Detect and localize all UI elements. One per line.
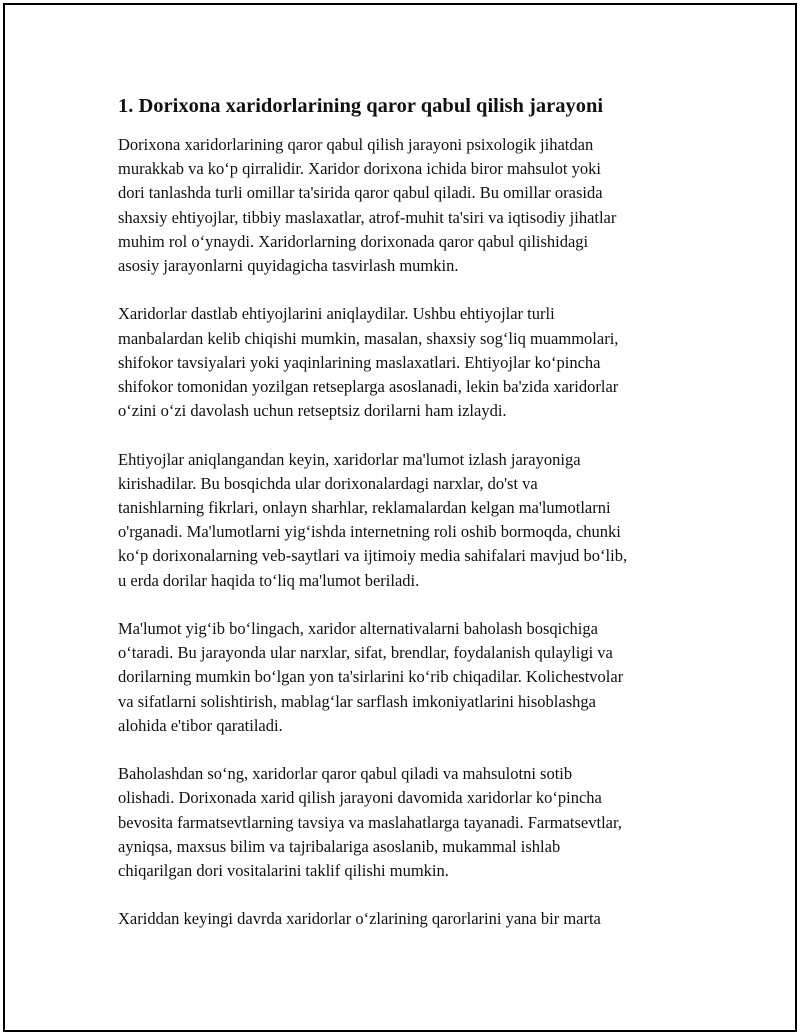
text-line: bevosita farmatsevtlarning tavsiya va maslahatlarga tayanadi. Farmatsevtlar, <box>118 812 622 832</box>
text-line: asosiy jarayonlarni quyidagicha tasvirlash mumkin. <box>118 256 459 276</box>
text-line: shifokor tomonidan yozilgan retseplarga asoslanadi, lekin ba'zida xaridorlar <box>118 377 619 397</box>
text-line: Baholashdan so‘ng, xaridorlar qaror qabul qiladi va mahsulotni sotib <box>118 764 573 784</box>
paragraph <box>118 907 688 931</box>
text-line: ko‘p dorixonalarning veb-saytlari va ijtimoiy media sahifalari mavjud bo‘lib, <box>118 546 628 566</box>
text-line: va sifatlarni solishtirish, mablag‘lar sarflash imkoniyatlarini hisoblashga <box>118 691 596 711</box>
text-line: murakkab va ko‘p qirralidir. Xaridor dorixona ichida biror mahsulot yoki <box>118 159 601 179</box>
text-line: alohida e'tibor qaratiladi. <box>118 715 283 735</box>
text-line: Dorixona xaridorlarining qaror qabul qilish jarayoni psixologik jihatdan <box>118 135 594 154</box>
text-line: o‘zini o‘zi davolash uchun retseptsiz dorilarni ham izlaydi. <box>118 401 507 421</box>
text-line: manbalardan kelib chiqishi mumkin, masalan, shaxsiy sog‘liq muammolari, <box>118 328 619 348</box>
paragraph <box>118 617 688 738</box>
text-line: Ehtiyojlar aniqlangandan keyin, xaridorlar ma'lumot izlash jarayoniga <box>118 449 581 469</box>
text-line: muhim rol o‘ynaydi. Xaridorlarning dorixonada qaror qabul qilishidagi <box>118 231 589 251</box>
paragraph <box>118 762 688 883</box>
document-body <box>118 92 688 956</box>
text-line: olishadi. Dorixonada xarid qilish jarayoni davomida xaridorlar ko‘pincha <box>118 788 602 808</box>
paragraph <box>118 448 688 593</box>
text-line: o'rganadi. Ma'lumotlarni yig‘ishda internetning roli oshib bormoqda, chunki <box>118 522 621 542</box>
text-line: tanishlarning fikrlari, onlayn sharhlar, reklamalardan kelgan ma'lumotlarni <box>118 498 611 518</box>
text-line: Ma'lumot yig‘ib bo‘lingach, xaridor alternativalarni baholash bosqichiga <box>118 619 598 639</box>
paragraph <box>118 302 688 423</box>
text-line: dorilarning mumkin bo‘lgan yon ta'sirlarini ko‘rib chiqadilar. Kolichestvolar <box>118 667 624 687</box>
paragraph <box>118 133 688 278</box>
text-line: kirishadilar. Bu bosqichda ular dorixonalardagi narxlar, do'st va <box>118 473 538 493</box>
text-line: dori tanlashda turli omillar ta'sirida qaror qabul qiladi. Bu omillar orasida <box>118 183 603 203</box>
text-line: Xaridorlar dastlab ehtiyojlarini aniqlaydilar. Ushbu ehtiyojlar turli <box>118 304 555 324</box>
text-line: Xariddan keyingi davrda xaridorlar o‘zlarining qarorlarini yana bir marta <box>118 909 601 929</box>
text-line: u erda dorilar haqida to‘liq ma'lumot beriladi. <box>118 570 420 590</box>
text-line: ayniqsa, maxsus bilim va tajribalariga asoslanib, mukammal ishlab <box>118 836 561 856</box>
text-line: shifokor tavsiyalari yoki yaqinlarining maslaxatlari. Ehtiyojlar ko‘pincha <box>118 352 601 372</box>
text-line: shaxsiy ehtiyojlar, tibbiy maslaxatlar, atrof-muhit ta'siri va iqtisodiy jihatlar <box>118 207 617 227</box>
text-line: chiqarilgan dori vositalarini taklif qilishi mumkin. <box>118 861 449 881</box>
text-line: o‘taradi. Bu jarayonda ular narxlar, sifat, brendlar, foydalanish qulayligi va <box>118 643 613 663</box>
section-heading: 1. Dorixona xaridorlarining qaror qabul qilish jarayoni <box>118 95 604 117</box>
